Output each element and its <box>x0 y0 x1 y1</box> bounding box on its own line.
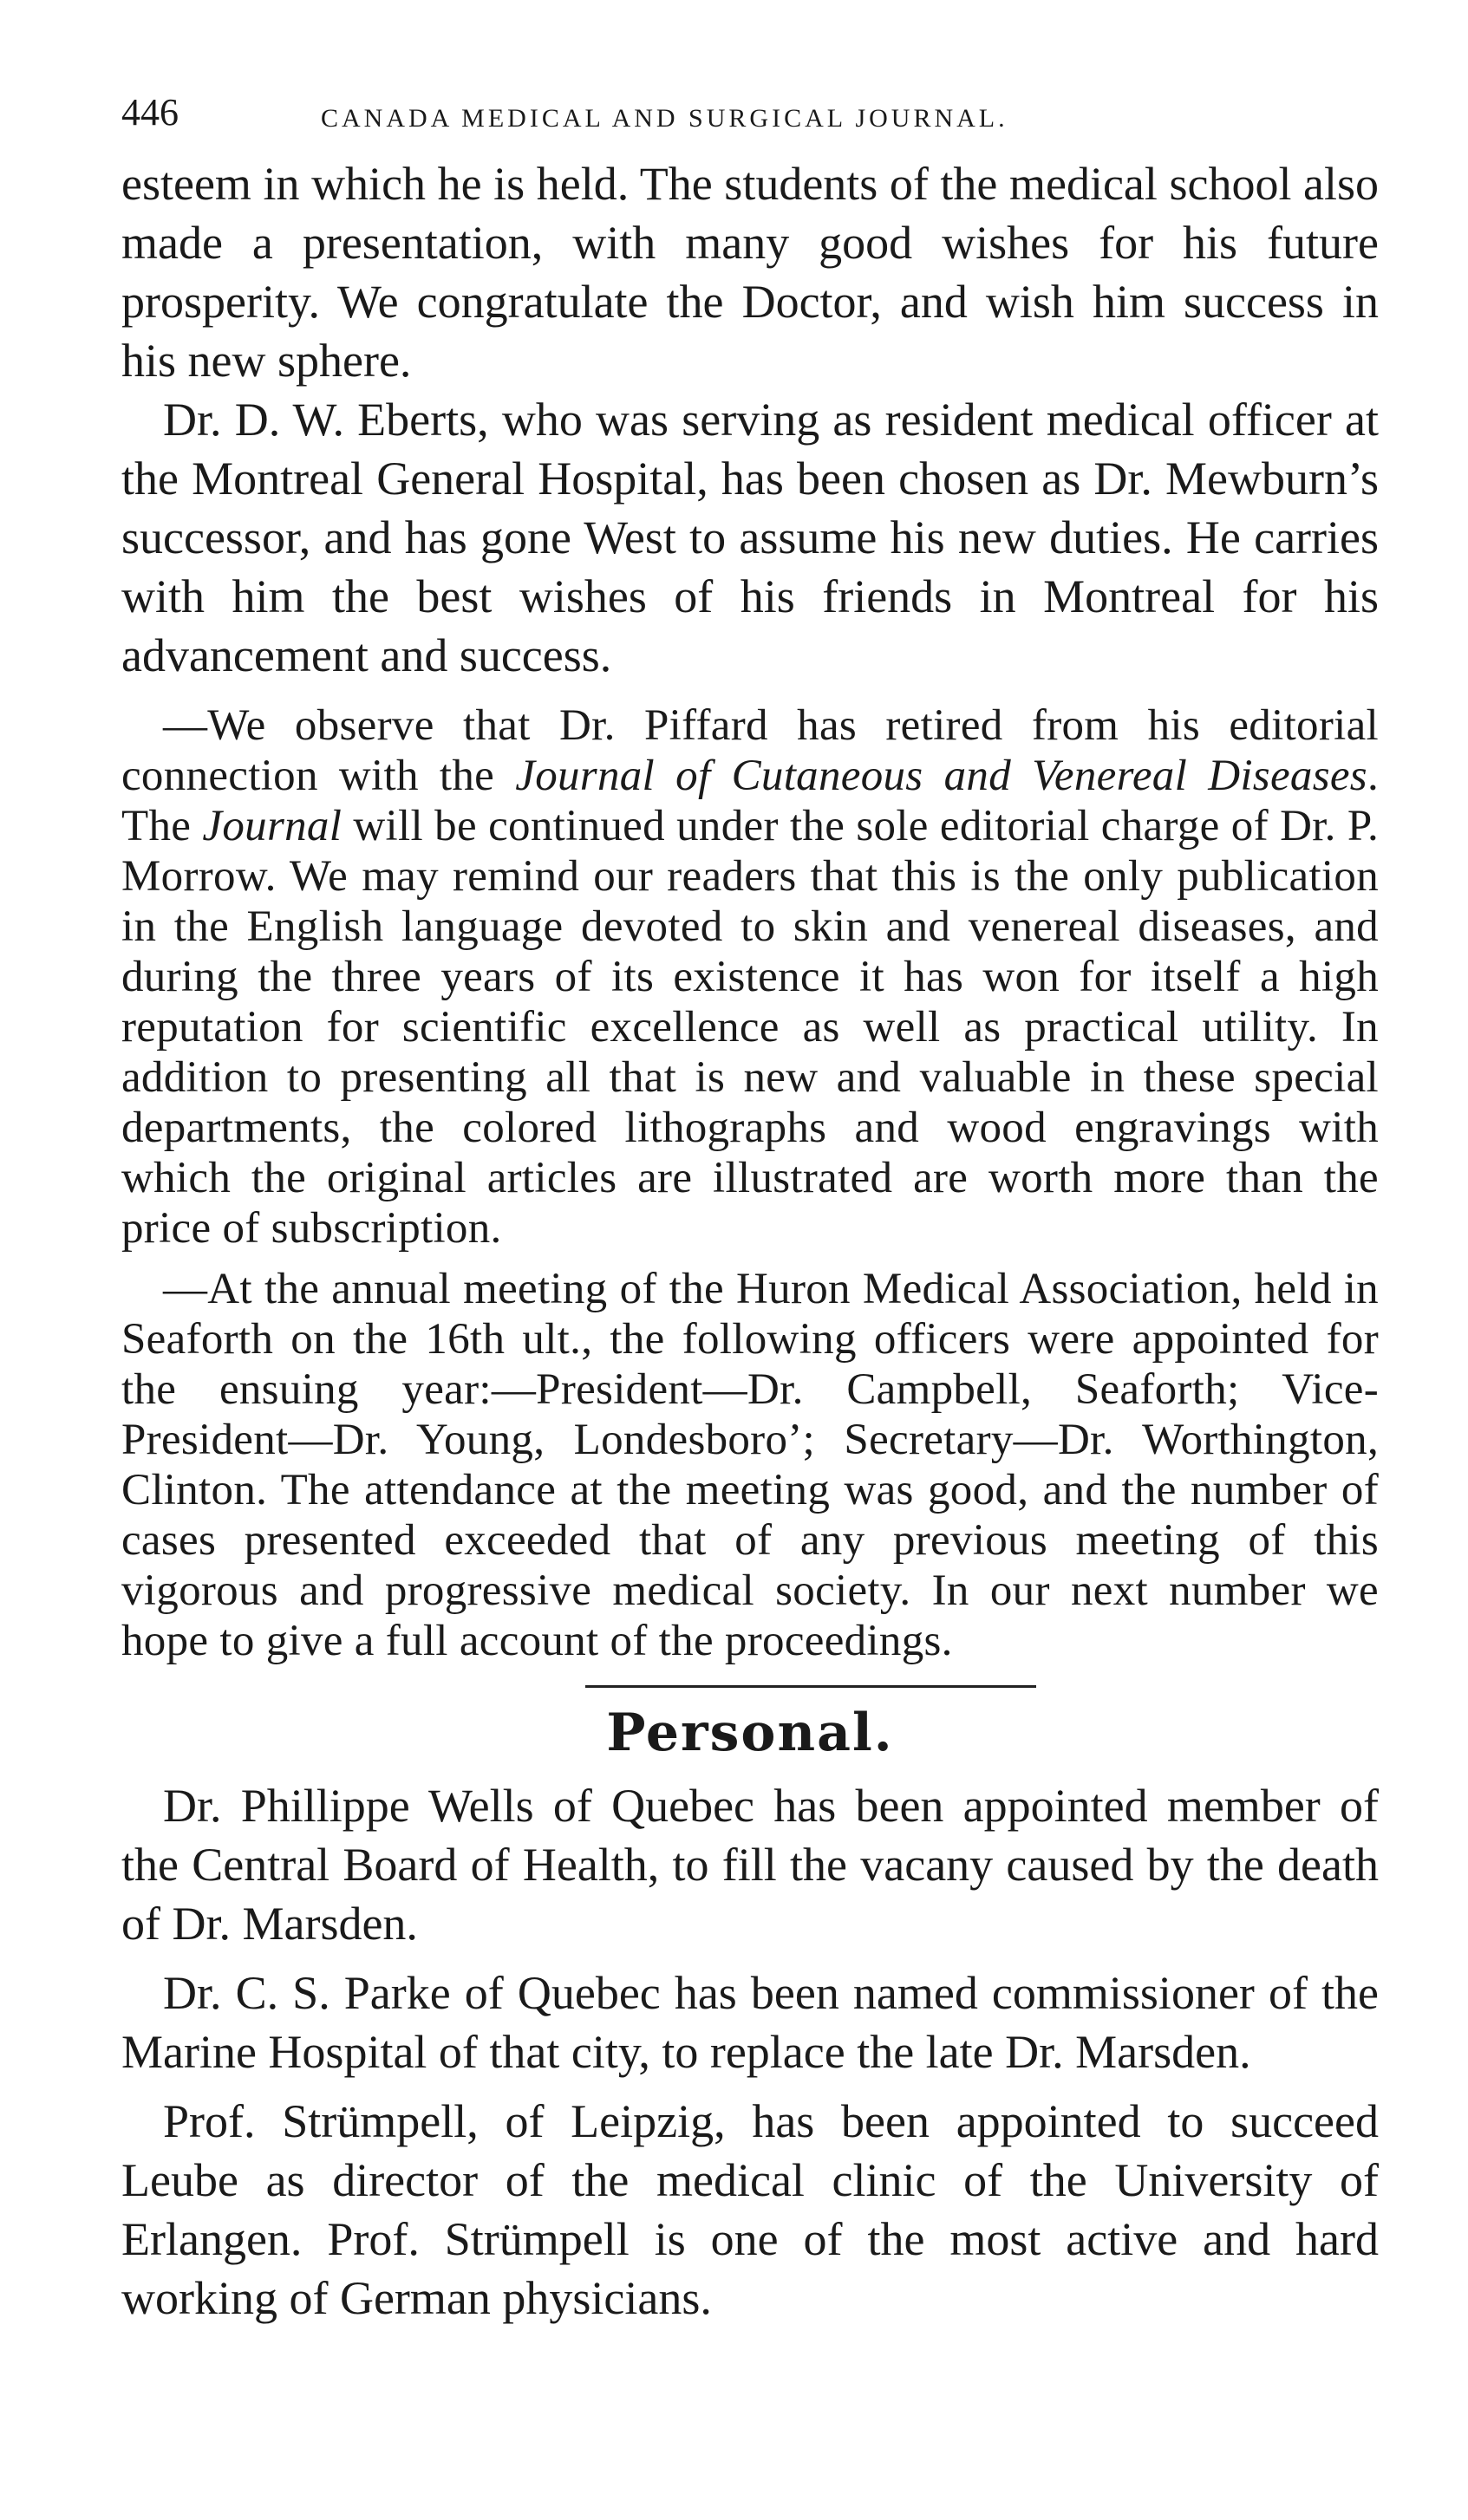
section-divider <box>585 1685 1036 1688</box>
journal-short-italic: Journal <box>202 802 343 850</box>
running-head <box>121 91 1379 154</box>
journal-name-italic: Journal of Cutaneous and Venereal Diseases <box>515 752 1367 800</box>
paragraph-piffard-text-c: will be continued under the sole editorial charge of Dr. P. Morrow. We may remind our readers that this is the only publication in the English language devoted to skin and venereal diseases, and during the three years of its existence it has won for itself a high reputation for scientific excellence as well as practical utility. In addition to presenting all that is new and valuable in these special departments, the colored lithographs and wood engravings with which the original articles are illustrated are worth more than the price of subscription. <box>121 802 1379 1253</box>
paragraph-piffard <box>121 700 1379 1253</box>
paragraph-esteem: esteem in which he is held. The students of the medical school also made a presentation, with many good wishes for his future prosperity. We congratulate the Doctor, and wish him success in his new sphere. <box>121 158 1379 387</box>
paragraph-piffard-text-b: . The <box>121 752 1379 850</box>
paragraph-wells: Dr. Phillippe Wells of Quebec has been appointed member of the Central Board of Health, to fill the vacany caused by the death of Dr. Marsden. <box>121 1780 1379 1950</box>
personal-heading: Personal. <box>606 1703 894 1763</box>
paragraph-eberts: Dr. D. W. Eberts, who was serving as resident medical officer at the Montreal General Hospital, has been chosen as Dr. Mewburn’s successor, and has gone West to assume his new duties. He carries with him the best wishes of his friends in Montreal for his advancement and success. <box>121 394 1379 681</box>
journal-title: CANADA MEDICAL AND SURGICAL JOURNAL. <box>321 104 1008 133</box>
paragraph-strumpell: Prof. Strümpell, of Leipzig, has been appointed to succeed Leube as director of the medical clinic of the University of Erlangen. Prof. Strümpell is one of the most active and hard working of German physicians. <box>121 2095 1379 2324</box>
paragraph-huron-association: —At the annual meeting of the Huron Medical Association, held in Seaforth on the 16th ult., the following officers were appointed for the ensuing year:—President—Dr. Campbell, Seaforth; Vice-President—Dr. Young, Londesboro’; Secretary—Dr. Worthington, Clinton. The attendance at the meeting was good, and the number of cases presented exceeded that of any previous meeting of this vigorous and progressive medical society. In our next number we hope to give a full account of the proceedings. <box>121 1265 1379 1665</box>
paragraph-piffard-text-a: —We observe that Dr. Piffard has retired from his editorial connection with the <box>121 701 1379 800</box>
page-number: 446 <box>121 91 179 133</box>
paragraph-parke: Dr. C. S. Parke of Quebec has been named commissioner of the Marine Hospital of that city, to replace the late Dr. Marsden. <box>121 1967 1379 2078</box>
journal-page <box>121 91 1379 2328</box>
